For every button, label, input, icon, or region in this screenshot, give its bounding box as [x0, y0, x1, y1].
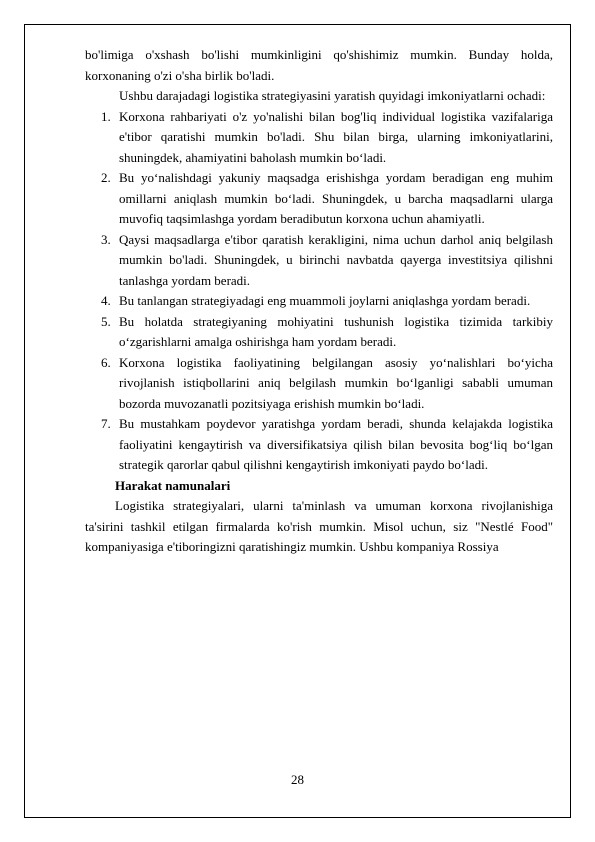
- page-number: 28: [291, 772, 304, 787]
- list-item-text: Bu holatda strategiyaning mohiyatini tushunish logistika tizimida tarkibiy o‘zgarishlarni amalga oshirishga ham yordam beradi.: [119, 313, 553, 349]
- list-item: [85, 312, 553, 353]
- lead-paragraph: Ushbu darajadagi logistika strategiyasini yaratish quyidagi imkoniyatlarni ochadi:: [119, 88, 546, 103]
- section-heading: Harakat namunalari: [115, 477, 231, 493]
- list-item-text: Bu yo‘nalishdagi yakuniy maqsadga erishishga yordam beradigan eng muhim omillarni aniqlash mumkin bo‘ladi. Shuningdek, u barcha maqsadlarni ularga muvofiq taqsimlashga yordam beradibutun korxona uchun ahamiyatli.: [119, 170, 553, 226]
- numbered-list: [85, 107, 553, 476]
- list-item: [85, 291, 553, 312]
- list-item: [85, 168, 553, 230]
- list-item: [85, 414, 553, 476]
- list-item-number: 5.: [101, 313, 111, 329]
- list-item-text: Korxona logistika faoliyatining belgilangan asosiy yo‘nalishlari bo‘yicha rivojlanish istiqbollarini aniq belgilash mumkin bo‘lganligi sababli umuman bozorda muvozanatli pozitsiyaga erishish mumkin bo‘ladi.: [119, 354, 553, 411]
- list-item-text: Qaysi maqsadlarga e'tibor qaratish kerakligini, nima uchun darhol aniq belgilash mumkin bo'ladi. Shuningdek, u birinchi navbatda qayerga investitsiya qilishni tanlashga yordam beradi.: [119, 231, 553, 288]
- list-item-number: 3.: [101, 231, 111, 247]
- list-item-number: 4.: [101, 293, 111, 308]
- document-body: [85, 45, 553, 558]
- list-item-number: 7.: [101, 416, 111, 431]
- list-item-text: Bu tanlangan strategiyadagi eng muammoli joylarni aniqlashga yordam beradi.: [119, 293, 531, 308]
- list-item: [85, 107, 553, 169]
- list-item-number: 6.: [101, 354, 111, 370]
- section-paragraph: Logistika strategiyalari, ularni ta'minlash va umuman korxona rivojlanishiga ta'sirini tashkil etilgan firmalarda ko'rish mumkin. Misol uchun, siz "Nestlé Food" kompaniyasiga e'tiboringizni qaratishingiz mumkin. Ushbu kompaniya Rossiya: [85, 498, 553, 554]
- list-item: [85, 230, 553, 292]
- list-item: [85, 353, 553, 415]
- list-item-text: Korxona rahbariyati o'z yo'nalishi bilan bog'liq individual logistika vazifalariga e'tibor qaratishi mumkin bo'ladi. Shu bilan birga, ularning imkoniyatlarini, shuningdek, ahamiyatini baholash mumkin bo‘ladi.: [119, 108, 553, 165]
- list-item-number: 1.: [101, 108, 111, 124]
- list-item-text: Bu mustahkam poydevor yaratishga yordam beradi, shunda kelajakda logistika faoliyatini kengaytirish va diversifikatsiya qilish bilan bevosita bog‘liq bo‘lgan strategik qarorlar qabul qilishni kengaytirish imkoniyati paydo bo‘ladi.: [119, 416, 553, 472]
- intro-continuation-paragraph: bo'limiga o'xshash bo'lishi mumkinligini qo'shishimiz mumkin. Bunday holda, korxonaning o'zi o'sha birlik bo'ladi.: [85, 47, 553, 83]
- list-item-number: 2.: [101, 170, 111, 185]
